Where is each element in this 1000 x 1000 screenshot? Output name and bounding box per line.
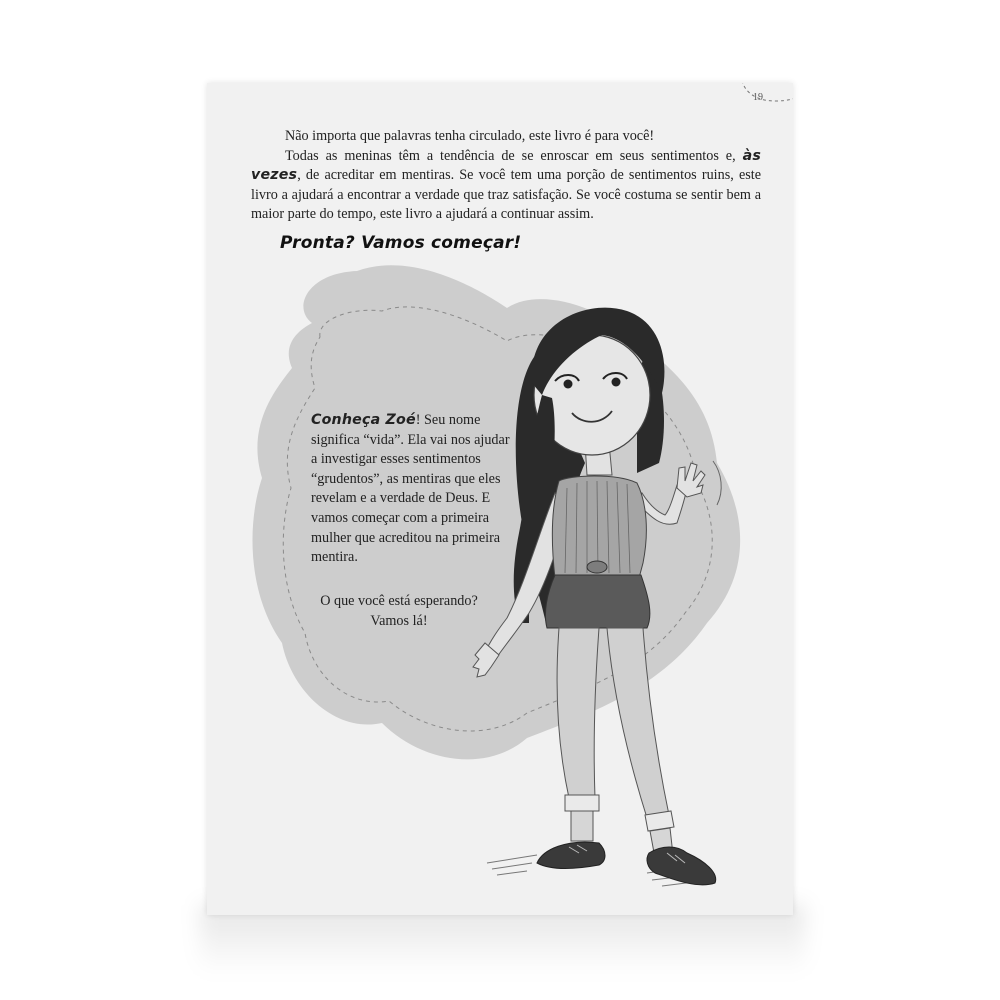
intro-paragraph-1: Não importa que palavras tenha circulado, este livro é para você! bbox=[285, 128, 655, 144]
intro-paragraph-2-end: , de acreditar em mentiras. Se você tem uma porção de sentimentos ruins, este livro a ajudará a encontrar a verdade que traz satisfação. Se você costuma se sentir bem a maior parte do tempo, este livro a ajudará a continuar assim. bbox=[251, 167, 761, 223]
bubble-paragraph-text: ! Seu nome significa “vida”. Ela vai nos ajudar a investigar esses sentimentos “grudentos”, as mentiras que eles revelam e a verdade de Deus. E vamos começar com a primeira mulher que acreditou na primeira mentira. bbox=[311, 412, 510, 566]
page-number: 19 bbox=[753, 92, 763, 103]
skirt bbox=[545, 575, 649, 628]
left-ankle bbox=[571, 811, 593, 841]
page-shadow bbox=[200, 905, 805, 975]
left-leg bbox=[557, 628, 599, 798]
right-leg bbox=[607, 628, 669, 818]
closing-line-1: O que você está esperando? bbox=[320, 593, 478, 609]
wave-motion-line bbox=[713, 461, 721, 505]
call-to-action-heading: Pronta? Vamos começar! bbox=[280, 233, 522, 253]
emphasis-conheca-zoe: Conheça Zoé bbox=[311, 412, 416, 428]
blouse-knot bbox=[587, 561, 607, 573]
book-page bbox=[207, 83, 793, 915]
left-cuff bbox=[565, 795, 599, 811]
left-shoe bbox=[537, 842, 605, 868]
closing-line-2: Vamos lá! bbox=[370, 612, 428, 629]
intro-paragraph-2-start: Todas as meninas têm a tendência de se enroscar em seus sentimentos e, bbox=[285, 147, 736, 164]
waving-hand bbox=[677, 463, 705, 497]
zoe-illustration bbox=[207, 83, 793, 915]
emphasis-as-vezes: às vezes bbox=[251, 147, 762, 184]
